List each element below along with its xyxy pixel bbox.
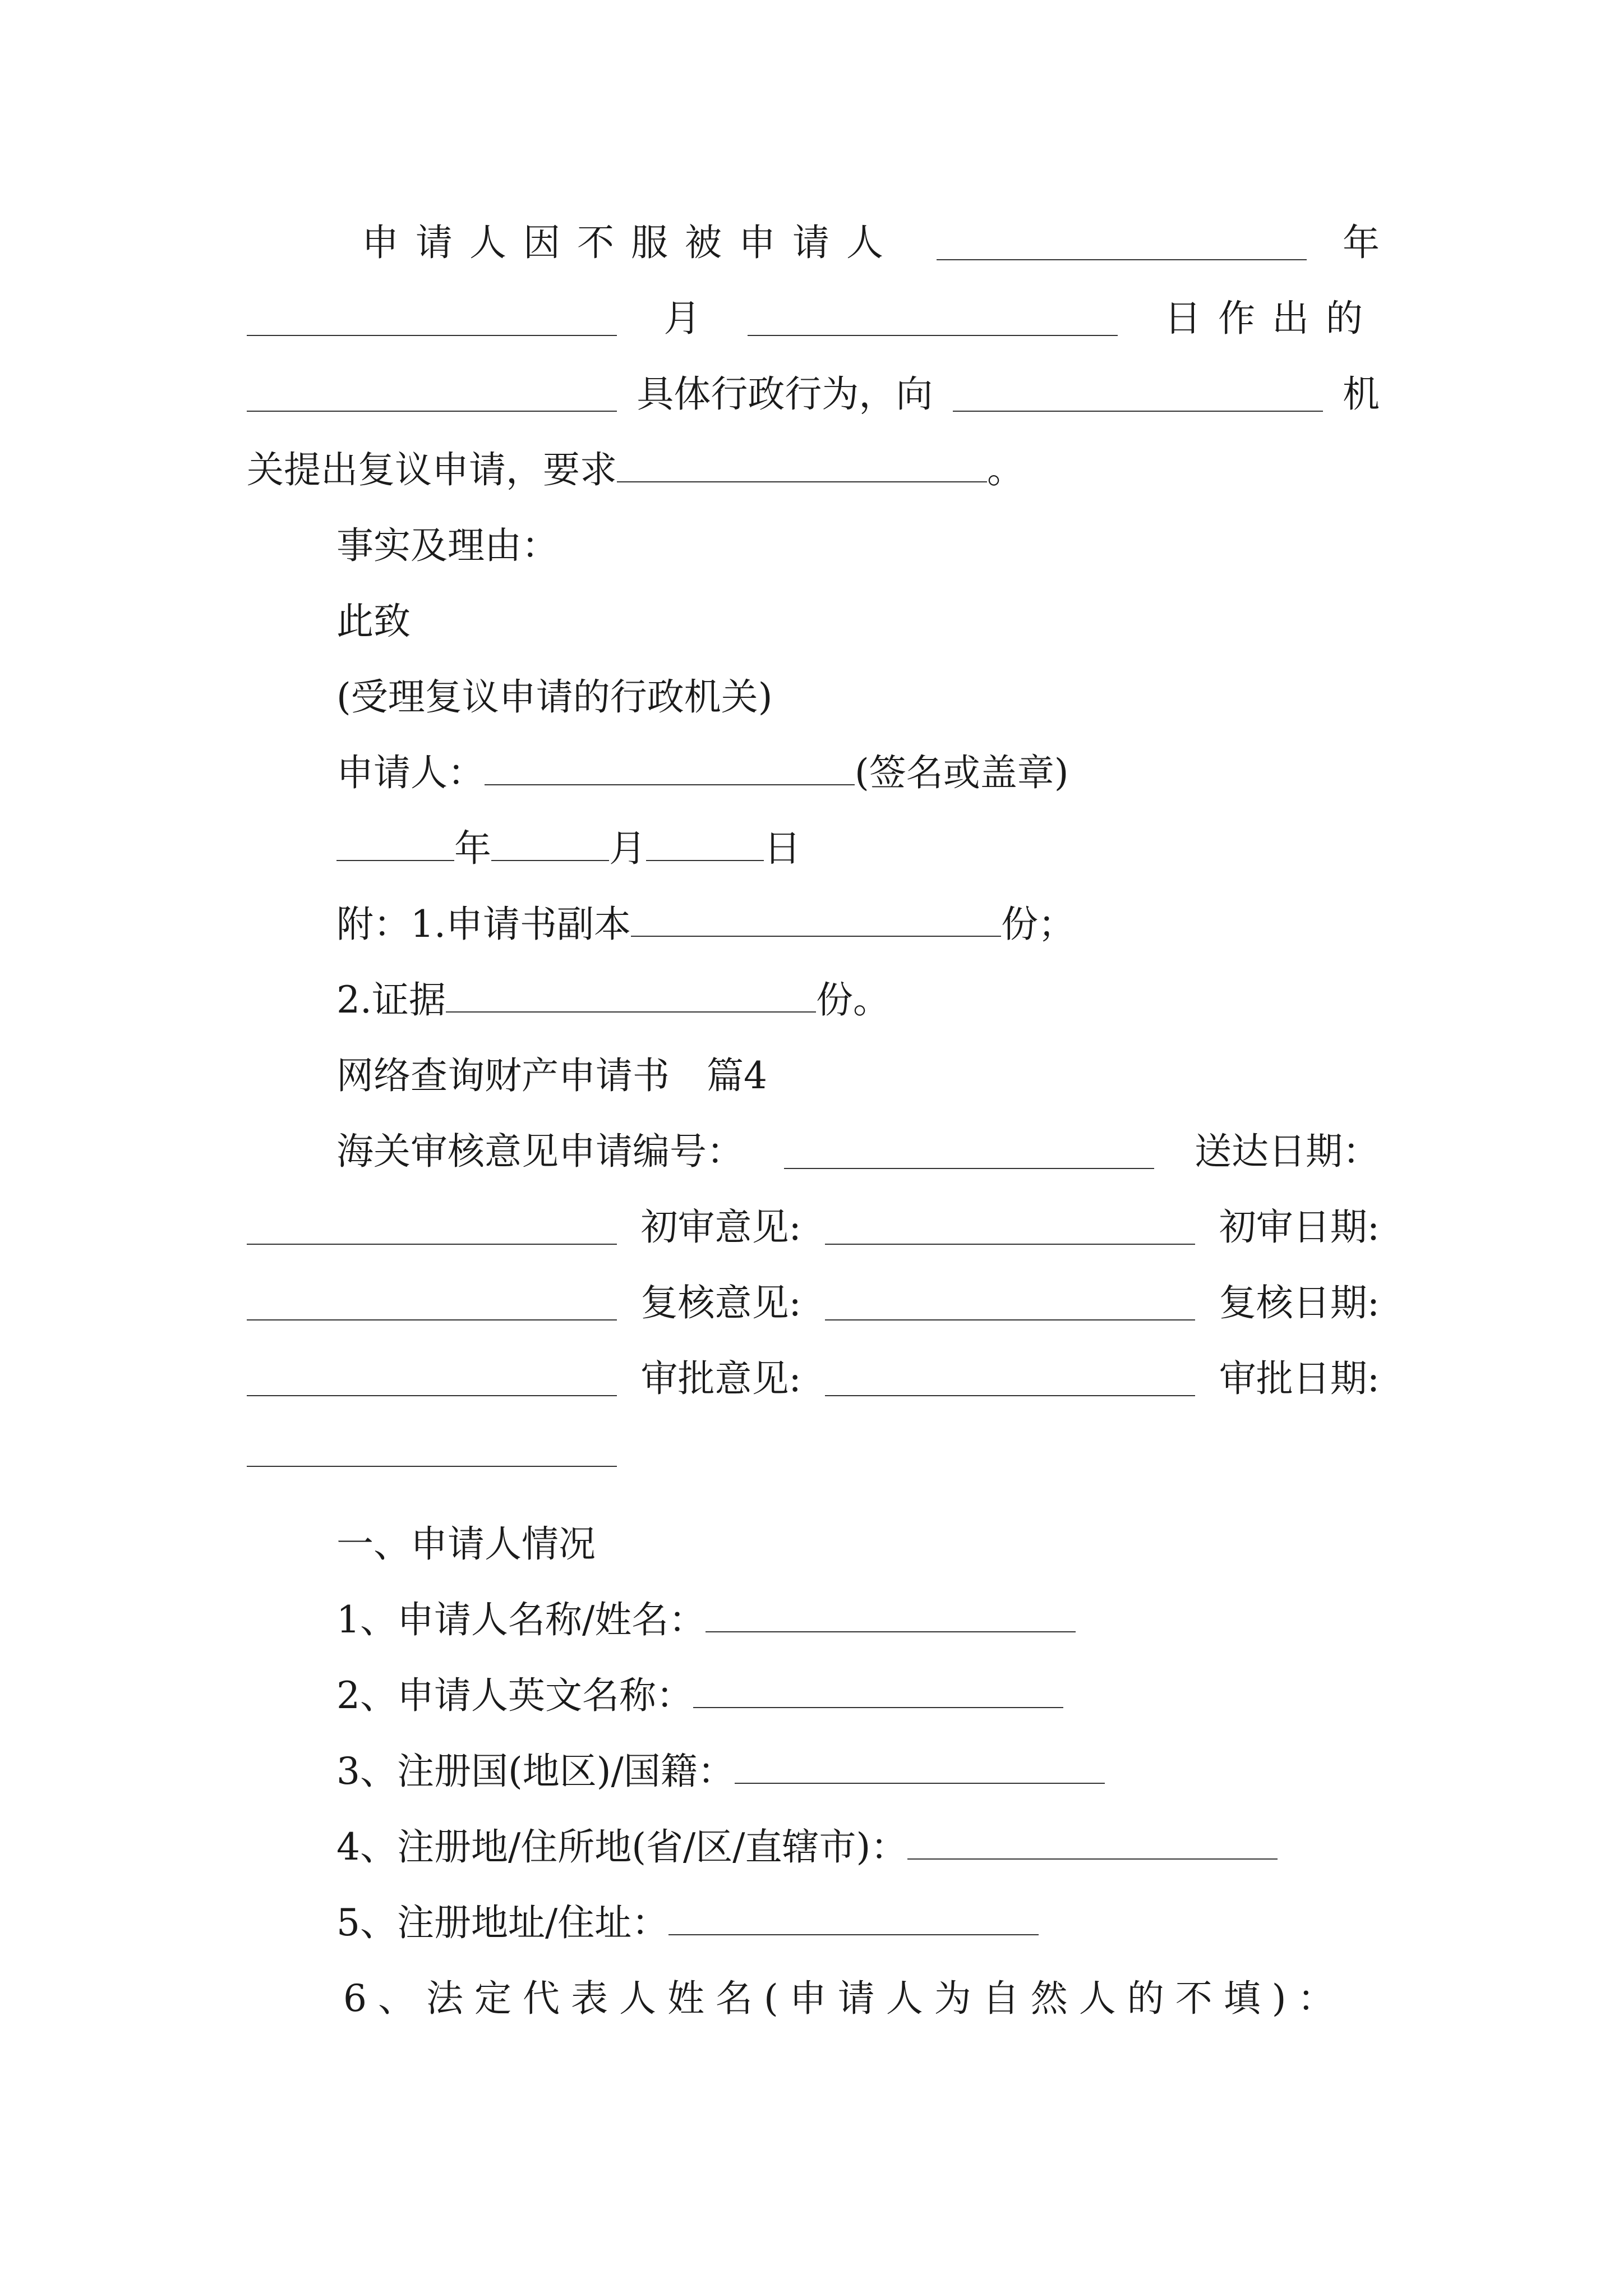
respondent-blank	[937, 226, 1307, 260]
customs-line-2	[247, 1197, 1380, 1258]
day-field	[646, 826, 764, 861]
month-blank	[748, 301, 1118, 336]
deliver-date-label: 送达日期：	[1195, 1130, 1380, 1173]
english-name-label: 2、申请人英文名称：	[336, 1674, 693, 1717]
province-blank	[907, 1825, 1278, 1860]
attachment-unit: 份；	[1000, 903, 1075, 946]
address-label: 5、注册地址/住址：	[336, 1901, 669, 1944]
review-date-blank	[247, 1361, 617, 1396]
day-blank	[247, 377, 617, 412]
first-date-blank	[247, 1286, 617, 1320]
applicant-signature-line	[247, 742, 1380, 804]
section-heading: 网络查询财产申请书 篇4	[336, 1054, 767, 1097]
evidence-label: 2.证据	[336, 978, 446, 1022]
nationality-blank	[735, 1749, 1105, 1784]
organ-blank	[953, 377, 1323, 412]
review-date-label: 复核日期:	[1219, 1281, 1380, 1324]
recipient-organ: (受理复议申请的行政机关)	[336, 675, 773, 719]
evidence-blank	[446, 978, 816, 1013]
review-opinion-label: 复核意见:	[640, 1281, 801, 1324]
first-opinion-label: 初审意见:	[640, 1205, 801, 1249]
evidence-unit: 份。	[815, 978, 890, 1022]
organ-text: 机	[1342, 372, 1380, 416]
english-name-line	[247, 1665, 1380, 1727]
copies-blank	[631, 902, 1001, 937]
date-month: 月	[609, 827, 646, 870]
province-label: 4、注册地/住所地(省/区/直辖市)：	[336, 1825, 908, 1869]
customs-line-1	[247, 1121, 1380, 1182]
sign-or-seal: (签名或盖章)	[855, 751, 1069, 794]
customs-line-3	[247, 1272, 1380, 1334]
first-date-label: 初审日期:	[1219, 1205, 1380, 1249]
admin-act-text: 具体行政行为，向	[637, 372, 933, 416]
applicant-name-label: 1、申请人名称/姓名：	[336, 1598, 706, 1641]
paragraph-line-2	[247, 288, 1380, 349]
day-made-text: 日作出的	[1164, 297, 1380, 340]
approve-opinion-blank	[825, 1361, 1195, 1396]
applicant-intro-text: 申请人因不服被申请人	[362, 221, 900, 264]
attachment-label: 附：1.申请书副本	[336, 903, 631, 946]
request-text: 关提出复议申请，要求	[247, 448, 617, 491]
date-line	[247, 818, 1380, 880]
paragraph-line-3	[247, 364, 1380, 425]
serial-blank	[784, 1134, 1154, 1169]
serial-label: 海关审核意见申请编号：	[336, 1130, 744, 1173]
customs-line-5	[247, 1424, 1380, 1485]
period-text: 。	[987, 448, 1024, 491]
part1-title: 一、申请人情况	[336, 1522, 596, 1566]
year-text: 年	[1343, 221, 1380, 264]
province-line	[247, 1816, 1380, 1878]
date-year: 年	[454, 827, 491, 870]
nationality-label: 3、注册国(地区)/国籍：	[336, 1750, 735, 1793]
review-opinion-blank	[825, 1286, 1195, 1320]
applicant-label: 申请人：	[336, 751, 485, 794]
paragraph-line-4	[247, 439, 1380, 501]
month-field	[491, 826, 609, 861]
month-text: 月	[663, 297, 701, 340]
applicant-name-line	[247, 1589, 1380, 1651]
date-day: 日	[764, 827, 801, 870]
customs-line-4	[247, 1348, 1380, 1410]
approve-date-blank	[247, 1432, 617, 1467]
salutation: 此致	[336, 600, 411, 643]
attachment-line	[247, 894, 1380, 955]
year-field	[336, 826, 454, 861]
address-line	[247, 1892, 1380, 1954]
nationality-line	[247, 1741, 1380, 1802]
first-opinion-blank	[825, 1210, 1195, 1245]
paragraph-line-1	[247, 212, 1380, 274]
year-blank	[247, 301, 617, 336]
evidence-line	[247, 969, 1380, 1031]
approve-date-label: 审批日期:	[1219, 1357, 1380, 1400]
english-name-blank	[693, 1673, 1063, 1708]
legal-rep-line	[247, 1968, 1380, 2030]
facts-label: 事实及理由：	[336, 524, 559, 567]
applicant-name-blank	[706, 1598, 1076, 1632]
address-blank	[668, 1901, 1039, 1935]
applicant-blank	[485, 751, 855, 785]
deliver-date-blank	[247, 1210, 617, 1245]
request-blank	[617, 448, 987, 482]
legal-rep-label: 6、法定代表人姓名(申请人为自然人的不填)：	[343, 1977, 1346, 2020]
approve-opinion-label: 审批意见:	[640, 1357, 801, 1400]
